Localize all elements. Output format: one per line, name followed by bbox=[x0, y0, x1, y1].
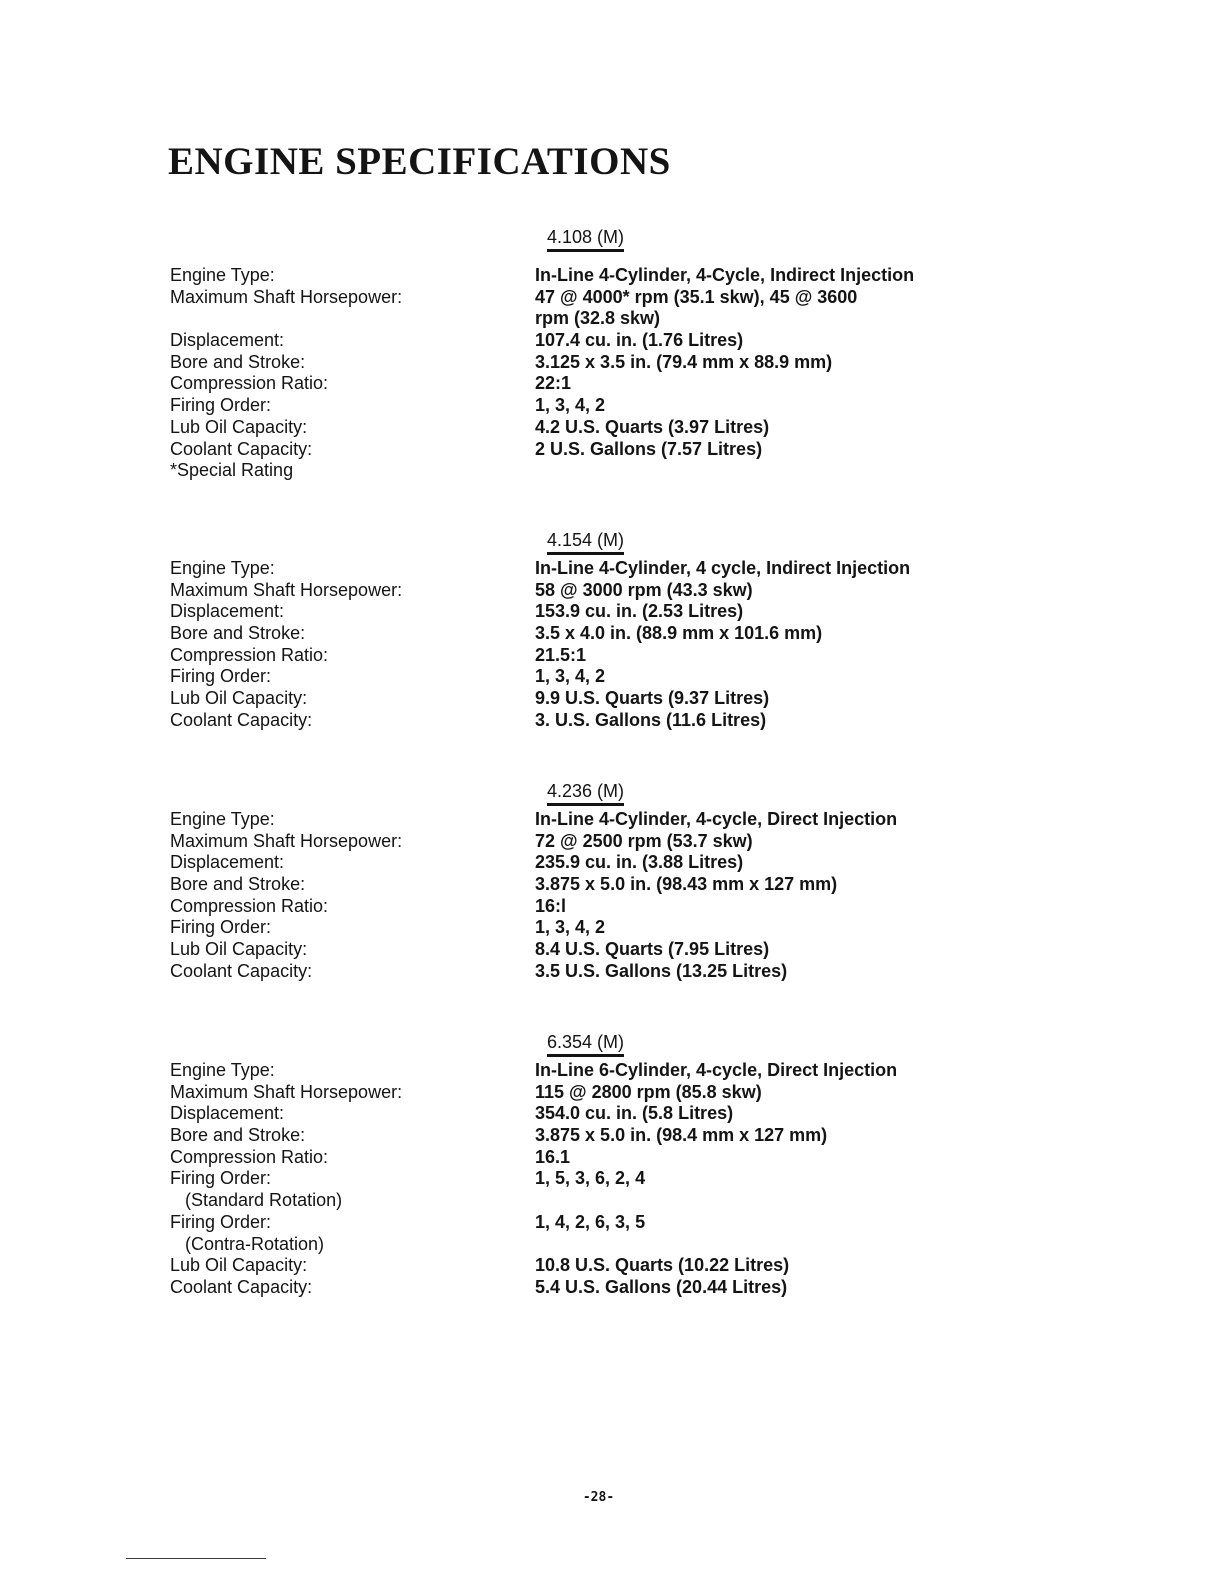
spec-label: Compression Ratio: bbox=[170, 895, 329, 916]
spec-label bbox=[170, 308, 402, 330]
spec-value: 115 @ 2800 rpm (85.8 skw) bbox=[535, 1081, 762, 1102]
spec-label: Displacement: bbox=[170, 1103, 285, 1124]
spec-value: 10.8 U.S. Quarts (10.22 Litres) bbox=[535, 1255, 790, 1276]
spec-value: 107.4 cu. in. (1.76 Litres) bbox=[535, 330, 744, 351]
spec-value: rpm (32.8 skw) bbox=[535, 308, 661, 329]
spec-value: 22:1 bbox=[535, 373, 572, 394]
spec-value: 8.4 U.S. Quarts (7.95 Litres) bbox=[535, 939, 770, 960]
spec-label: Firing Order: bbox=[170, 1211, 272, 1232]
spec-value: 153.9 cu. in. (2.53 Litres) bbox=[535, 601, 744, 622]
spec-labels bbox=[170, 558, 402, 732]
spec-value: 3.5 x 4.0 in. (88.9 mm x 101.6 mm) bbox=[535, 623, 823, 644]
spec-label: Displacement: bbox=[170, 330, 285, 351]
spec-label: Compression Ratio: bbox=[170, 373, 329, 394]
spec-value: 3.5 U.S. Gallons (13.25 Litres) bbox=[535, 960, 788, 981]
spec-label: (Contra-Rotation) bbox=[170, 1233, 325, 1254]
spec-label: Compression Ratio: bbox=[170, 644, 329, 665]
spec-value: 1, 3, 4, 2 bbox=[535, 395, 606, 416]
spec-label: Lub Oil Capacity: bbox=[170, 688, 308, 709]
model-heading: 6.354 (M) bbox=[547, 1031, 624, 1057]
spec-value: 1, 3, 4, 2 bbox=[535, 917, 606, 938]
spec-value: In-Line 4-Cylinder, 4 cycle, Indirect Injection bbox=[535, 558, 911, 578]
spec-value: 3. U.S. Gallons (11.6 Litres) bbox=[535, 709, 767, 730]
spec-value: 1, 3, 4, 2 bbox=[535, 666, 606, 687]
model-heading: 4.108 (M) bbox=[547, 226, 624, 252]
spec-label: Lub Oil Capacity: bbox=[170, 939, 308, 960]
spec-value: 3.125 x 3.5 in. (79.4 mm x 88.9 mm) bbox=[535, 351, 833, 372]
spec-label: Engine Type: bbox=[170, 1060, 275, 1080]
spec-label: Bore and Stroke: bbox=[170, 874, 306, 895]
spec-value: 47 @ 4000* rpm (35.1 skw), 45 @ 3600 bbox=[535, 286, 858, 307]
spec-label: Coolant Capacity: bbox=[170, 709, 313, 730]
spec-label: Bore and Stroke: bbox=[170, 351, 306, 372]
spec-value: 72 @ 2500 rpm (53.7 skw) bbox=[535, 830, 753, 851]
spec-value bbox=[535, 1234, 897, 1256]
spec-value: 16:l bbox=[535, 895, 567, 916]
spec-label: Maximum Shaft Horsepower: bbox=[170, 1081, 403, 1102]
spec-label: Engine Type: bbox=[170, 265, 275, 285]
spec-label: Displacement: bbox=[170, 852, 285, 873]
spec-label: Maximum Shaft Horsepower: bbox=[170, 286, 403, 307]
spec-label: Firing Order: bbox=[170, 395, 272, 416]
spec-label: Engine Type: bbox=[170, 809, 275, 829]
spec-label: Coolant Capacity: bbox=[170, 960, 313, 981]
spec-value: 16.1 bbox=[535, 1146, 571, 1167]
spec-label: Maximum Shaft Horsepower: bbox=[170, 830, 403, 851]
spec-label: Maximum Shaft Horsepower: bbox=[170, 579, 403, 600]
model-heading: 4.154 (M) bbox=[547, 529, 624, 555]
spec-labels bbox=[170, 809, 402, 983]
page-number: -28- bbox=[582, 1490, 615, 1505]
spec-label: Compression Ratio: bbox=[170, 1146, 329, 1167]
spec-labels bbox=[170, 1060, 402, 1299]
spec-value: 1, 4, 2, 6, 3, 5 bbox=[535, 1211, 646, 1232]
spec-label: Firing Order: bbox=[170, 917, 272, 938]
spec-values bbox=[535, 809, 897, 983]
spec-value: 58 @ 3000 rpm (43.3 skw) bbox=[535, 579, 753, 600]
spec-values bbox=[535, 558, 910, 732]
spec-label: Bore and Stroke: bbox=[170, 1125, 306, 1146]
spec-label: Coolant Capacity: bbox=[170, 1276, 313, 1297]
spec-value: 5.4 U.S. Gallons (20.44 Litres) bbox=[535, 1276, 788, 1297]
spec-label: (Standard Rotation) bbox=[170, 1190, 343, 1211]
spec-label: Lub Oil Capacity: bbox=[170, 1255, 308, 1276]
special-rating-note: *Special Rating bbox=[170, 460, 294, 481]
spec-value: 1, 5, 3, 6, 2, 4 bbox=[535, 1168, 646, 1189]
spec-value: In-Line 4-Cylinder, 4-cycle, Direct Injection bbox=[535, 809, 898, 829]
spec-label: Firing Order: bbox=[170, 1168, 272, 1189]
spec-value: In-Line 6-Cylinder, 4-cycle, Direct Injection bbox=[535, 1060, 898, 1080]
spec-label: Firing Order: bbox=[170, 666, 272, 687]
spec-values bbox=[535, 1060, 897, 1299]
spec-value: 9.9 U.S. Quarts (9.37 Litres) bbox=[535, 688, 770, 709]
spec-label: Displacement: bbox=[170, 601, 285, 622]
spec-label: Coolant Capacity: bbox=[170, 438, 313, 459]
spec-value: In-Line 4-Cylinder, 4-Cycle, Indirect Injection bbox=[535, 265, 915, 285]
spec-values bbox=[535, 265, 914, 460]
spec-value bbox=[535, 1190, 897, 1212]
spec-label: Bore and Stroke: bbox=[170, 623, 306, 644]
spec-value: 354.0 cu. in. (5.8 Litres) bbox=[535, 1103, 734, 1124]
spec-label: Lub Oil Capacity: bbox=[170, 416, 308, 437]
spec-label: Engine Type: bbox=[170, 558, 275, 578]
footer-rule bbox=[126, 1558, 266, 1559]
model-heading: 4.236 (M) bbox=[547, 780, 624, 806]
spec-value: 3.875 x 5.0 in. (98.4 mm x 127 mm) bbox=[535, 1125, 828, 1146]
spec-value: 21.5:1 bbox=[535, 644, 587, 665]
spec-value: 3.875 x 5.0 in. (98.43 mm x 127 mm) bbox=[535, 874, 838, 895]
spec-value: 4.2 U.S. Quarts (3.97 Litres) bbox=[535, 416, 770, 437]
spec-labels bbox=[170, 265, 402, 482]
page-title: ENGINE SPECIFICATIONS bbox=[168, 140, 671, 183]
spec-value: 235.9 cu. in. (3.88 Litres) bbox=[535, 852, 744, 873]
spec-value: 2 U.S. Gallons (7.57 Litres) bbox=[535, 438, 763, 459]
